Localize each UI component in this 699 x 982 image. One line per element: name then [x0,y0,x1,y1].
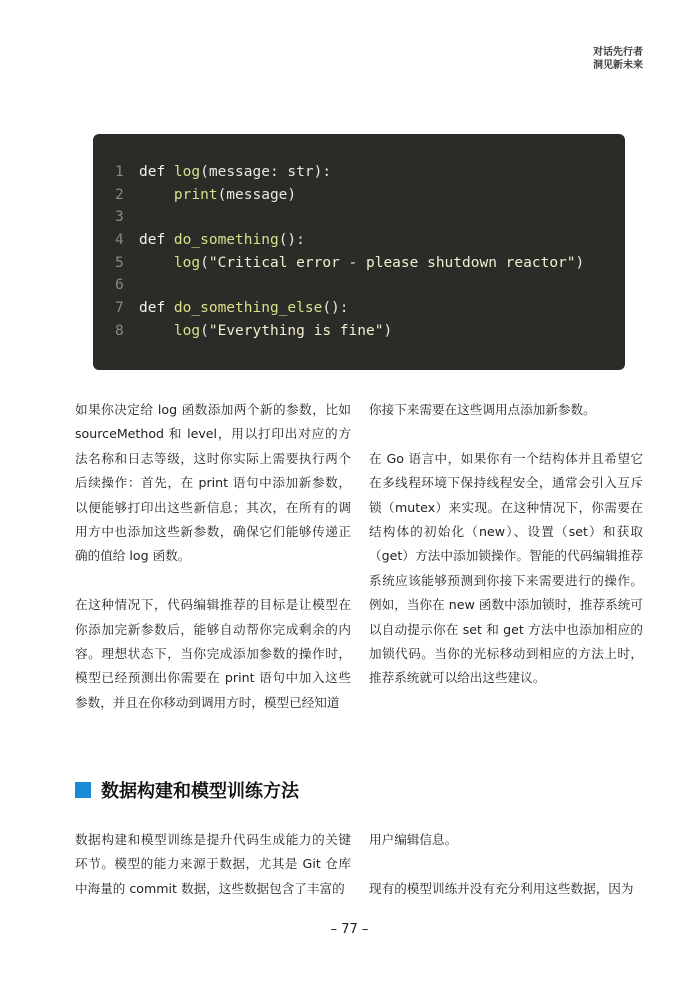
right-column-bottom [369,828,643,901]
code-line [115,274,625,297]
code-token: def [139,300,174,317]
paragraph: 在这种情况下，代码编辑推荐的目标是让模型在你添加完新参数后，能够自动帮你完成剩余的内容。理想状态下，当你完成添加参数的操作时，模型已经预测出你需要在 print 语句中加入这些参数，并且在你移动到调用方时，模型已经知道 [75,597,351,710]
code-token: log [173,164,201,180]
code-token: def [139,164,174,180]
line-number: 1 [115,164,124,180]
slogan-line-1: 对话先行者 [593,47,643,58]
code-token: ( [200,322,209,339]
code-token: "Critical error - please shutdown reactor" [208,254,576,271]
section-heading [75,776,299,804]
left-column-bottom [75,828,351,901]
line-number: 5 [115,254,124,271]
paragraph: 在 Go 语言中，如果你有一个结构体并且希望它在多线程环境下保持线程安全，通常会引入互斥锁（mutex）来实现。在这种情况下，你需要在结构体的初始化（new）、设置（set）和获取（get）方法中添加锁操作。智能的代码编辑推荐系统应该能够预测到你接下来需要进行的操作。例如，当你在 new 函数中添加锁时，推荐系统可以自动提示你在 set 和 get 方法中也添加相应的加锁代码。当你的光标移动到相应的方法上时，推荐系统就可以给出这些建议。 [369,450,643,686]
code-token [139,323,174,339]
code-token: ( [200,254,209,271]
code-token: (message) [217,186,297,203]
heading-square-icon [75,782,91,798]
line-number: 6 [115,277,124,294]
paragraph: 数据构建和模型训练是提升代码生成能力的关键环节。模型的能力来源于数据，尤其是 Git 仓库中海量的 commit 数据，这些数据包含了丰富的 [75,832,351,896]
code-token: ) [383,322,393,339]
left-column-top [75,398,356,715]
paragraph: 你接下来需要在这些调用点添加新参数。 [369,402,596,417]
code-token: do_something [173,232,279,249]
code-token: def [139,232,174,249]
line-number: 7 [115,300,124,317]
code-token [139,187,174,203]
code-token: log [173,322,201,339]
code-token: (message: str): [200,164,332,180]
paragraph: 如果你决定给 log 函数添加两个新的参数，比如 sourceMethod 和 level，用以打印出对应的方法名称和日志等级，这时你实际上需要执行两个后续操作：首先，在 print 语句中添加新参数，以便能够打印出这些新信息；其次，在所有的调用方中也添加这些新参数，确保它们能够传递正确的值给 log 函数。 [75,402,356,564]
code-token: (): [322,300,349,317]
code-token [139,255,174,271]
paragraph: 用户编辑信息。 [369,832,458,847]
code-token: do_something_else [173,300,323,317]
header-slogan [593,46,643,72]
line-number: 2 [115,186,124,203]
page-number: – 77 – [330,922,369,937]
code-token: print [173,186,218,203]
paragraph: 现有的模型训练并没有充分利用这些数据，因为 [369,880,634,896]
code-line [115,252,625,275]
code-line [115,229,625,252]
line-number: 3 [115,209,124,226]
code-token: log [173,254,201,271]
code-token: (): [278,232,305,249]
code-line [115,320,625,343]
code-token: ) [575,254,585,271]
code-line [115,184,625,207]
code-line [115,297,625,320]
slogan-line-2: 洞见新未来 [593,60,643,71]
line-number: 4 [115,232,124,249]
right-column-top [369,398,643,691]
code-block [93,134,625,370]
code-line [115,161,625,184]
line-number: 8 [115,322,124,339]
code-line [115,206,625,229]
code-token: "Everything is fine" [208,322,384,339]
section-title: 数据构建和模型训练方法 [101,781,299,802]
